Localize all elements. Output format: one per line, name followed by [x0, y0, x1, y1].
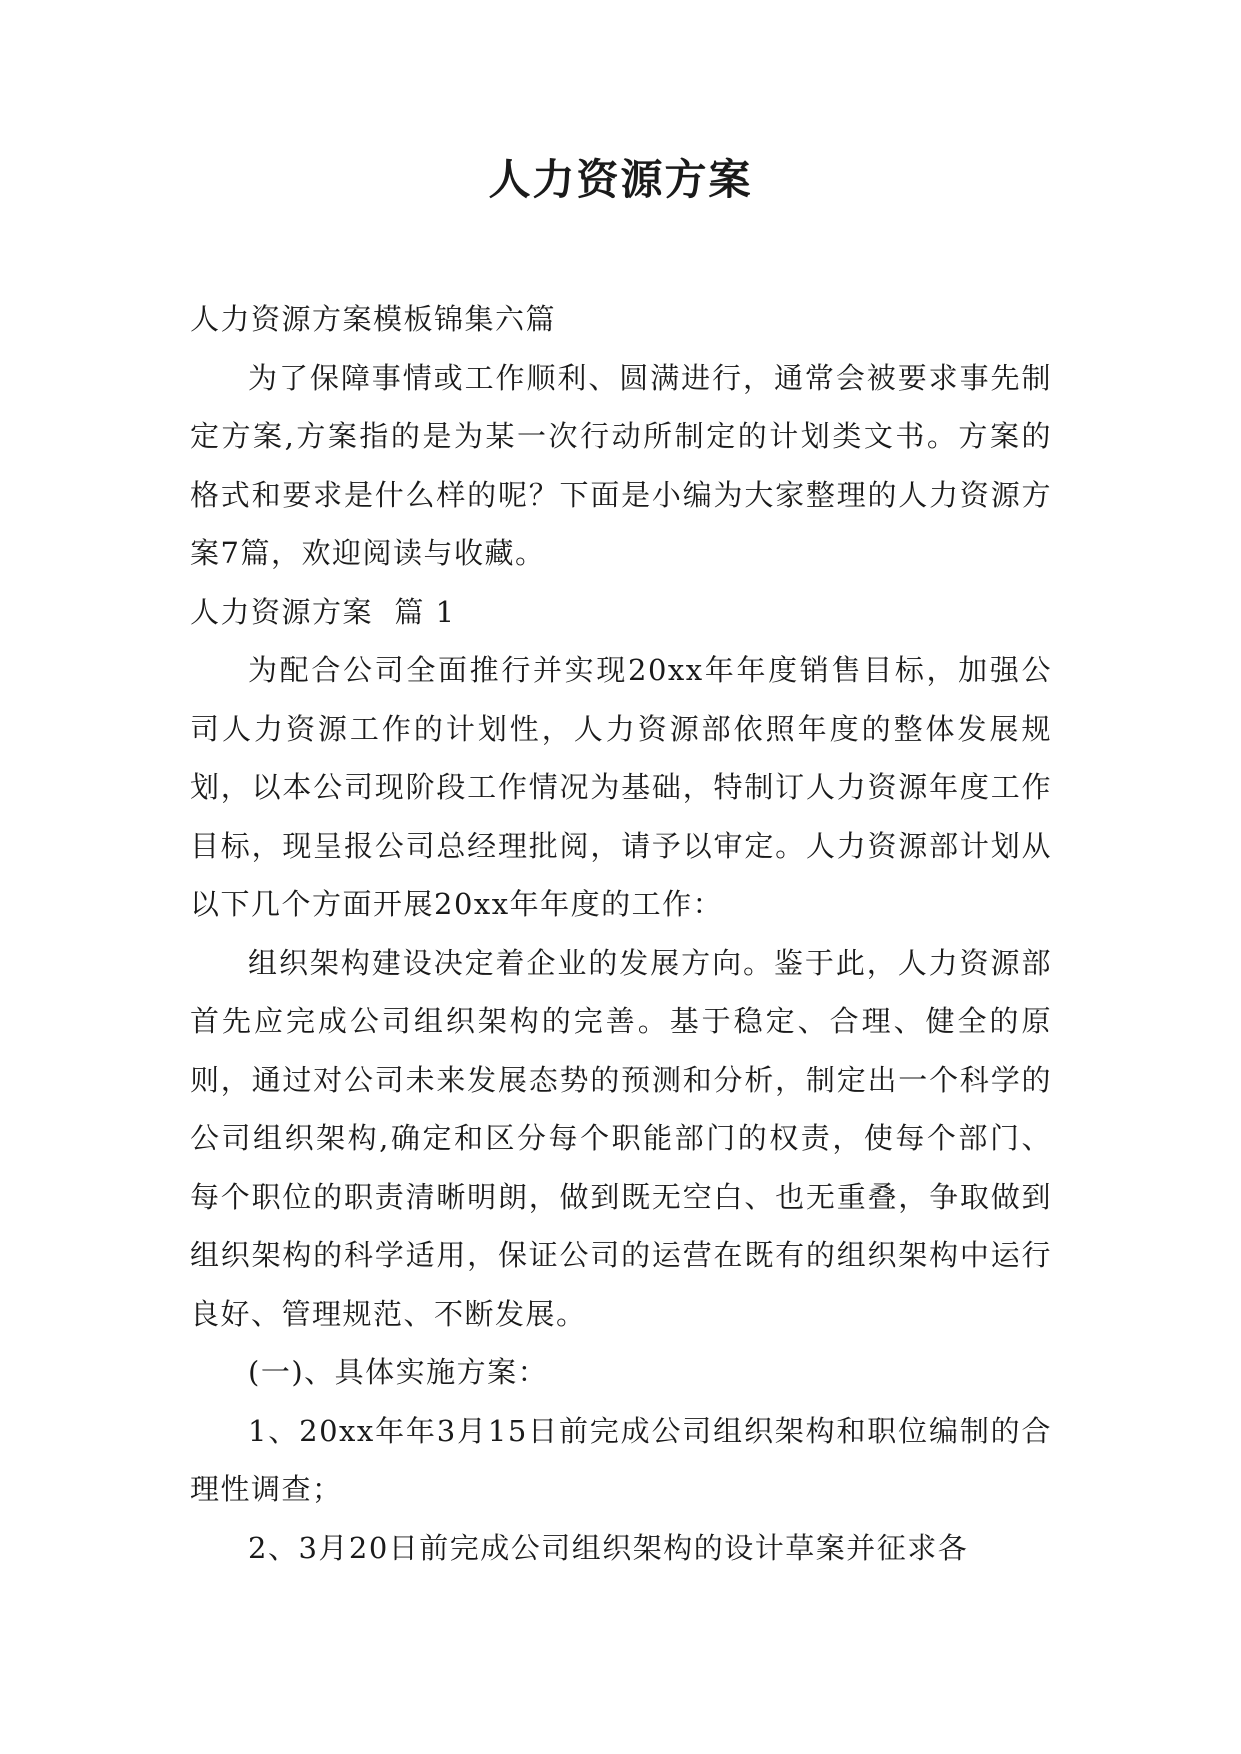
body-paragraph: 为配合公司全面推行并实现20xx年年度销售目标，加强公司人力资源工作的计划性，人力资源部依照年度的整体发展规划，以本公司现阶段工作情况为基础，特制订人力资源年度工作目标，现呈报公司总经理批阅，请予以审定。人力资源部计划从以下几个方面开展20xx年年度的工作：: [190, 653, 1052, 921]
intro-paragraph: 为了保障事情或工作顺利、圆满进行，通常会被要求事先制定方案,方案指的是为某一次行动所制定的计划类文书。方案的格式和要求是什么样的呢？下面是小编为大家整理的人力资源方案7篇，欢迎阅读与收藏。: [190, 360, 1052, 570]
body-paragraph: (一)、具体实施方案：: [248, 1355, 549, 1389]
body-paragraph: 1、20xx年年3月15日前完成公司组织架构和职位编制的合理性调查；: [190, 1413, 1052, 1506]
document-title: 人力资源方案: [488, 155, 753, 204]
document-body: [190, 290, 1052, 1577]
document-subtitle: 人力资源方案模板锦集六篇: [190, 302, 557, 336]
body-paragraph: 组织架构建设决定着企业的发展方向。鉴于此，人力资源部首先应完成公司组织架构的完善。基于稳定、合理、健全的原则，通过对公司未来发展态势的预测和分析，制定出一个科学的公司组织架构,确定和区分每个职能部门的权责，使每个部门、每个职位的职责清晰明朗，做到既无空白、也无重叠，争取做到组织架构的科学适用，保证公司的运营在既有的组织架构中运行良好、管理规范、不断发展。: [190, 945, 1052, 1331]
section-heading: 人力资源方案 篇 1: [190, 594, 456, 629]
body-paragraph: 2、3月20日前完成公司组织架构的设计草案并征求各: [248, 1530, 969, 1565]
